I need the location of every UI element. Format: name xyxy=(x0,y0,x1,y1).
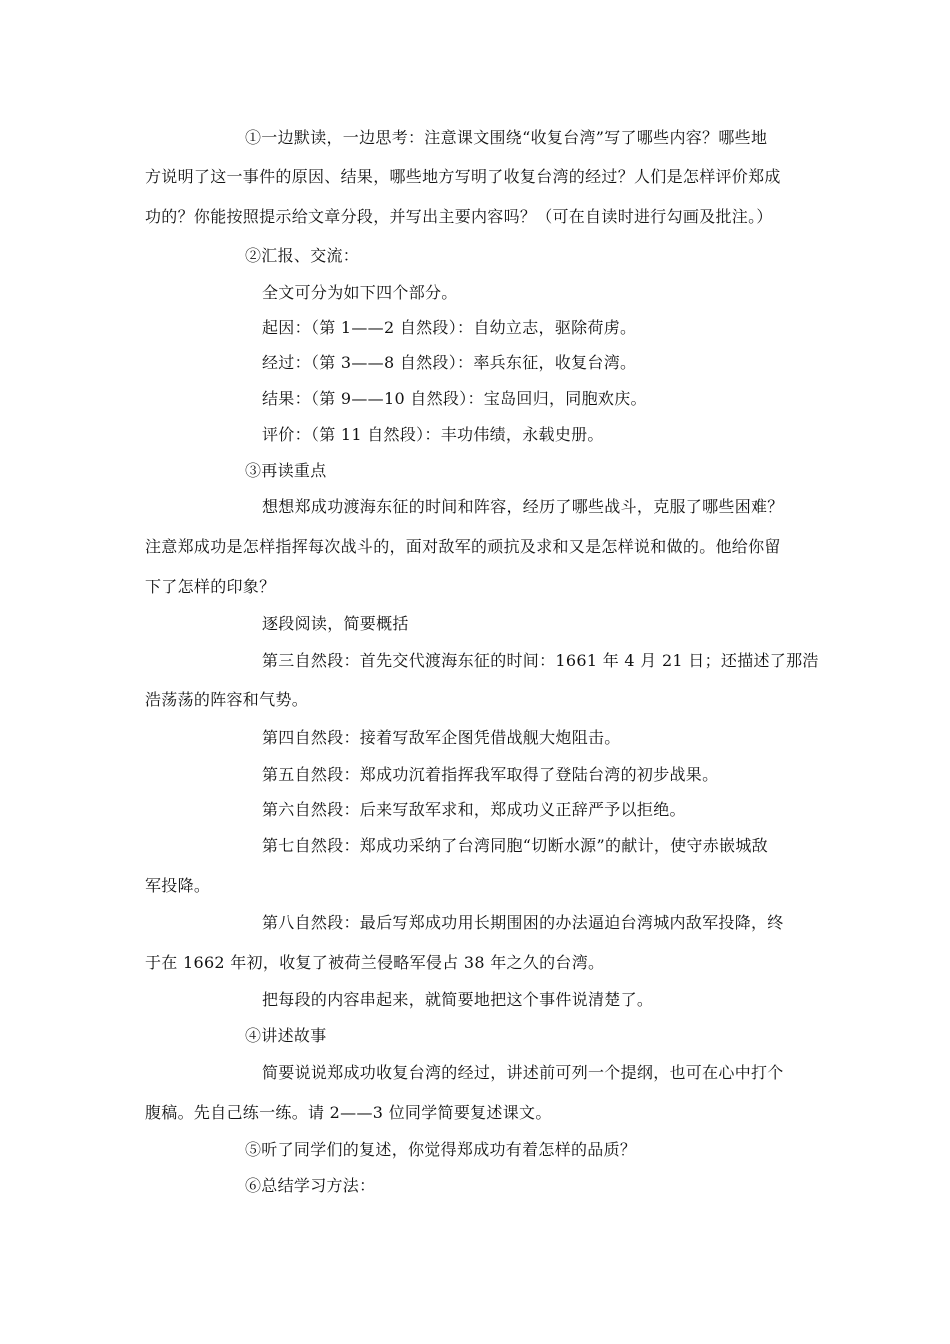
text-line: 把每段的内容串起来，就简要地把这个事件说清楚了。 xyxy=(262,990,654,1009)
text-line: 方说明了这一事件的原因、结果，哪些地方写明了收复台湾的经过？人们是怎样评价郑成 xyxy=(145,167,781,186)
text-line: 第四自然段：接着写敌军企图凭借战舰大炮阻击。 xyxy=(262,728,621,747)
text-line: 军投降。 xyxy=(145,876,211,895)
section-heading: ②汇报、交流： xyxy=(245,246,360,265)
text-line: 第七自然段：郑成功采纳了台湾同胞“切断水源”的献计，使守赤嵌城敌 xyxy=(262,836,768,855)
text-line: 第六自然段：后来写敌军求和，郑成功义正辞严予以拒绝。 xyxy=(262,800,686,819)
section-heading: ⑤听了同学们的复述，你觉得郑成功有着怎样的品质？ xyxy=(245,1140,637,1159)
text-line: 第五自然段：郑成功沉着指挥我军取得了登陆台湾的初步战果。 xyxy=(262,765,719,784)
text-line: 浩荡荡的阵容和气势。 xyxy=(145,690,309,709)
text-line: 逐段阅读，简要概括 xyxy=(262,614,409,633)
text-line: 下了怎样的印象？ xyxy=(145,577,276,596)
section-heading: ③再读重点 xyxy=(245,461,327,480)
text-line: 腹稿。先自己练一练。请 2——3 位同学简要复述课文。 xyxy=(145,1103,552,1122)
text-line: 起因：（第 1——2 自然段）：自幼立志，驱除荷虏。 xyxy=(262,318,637,337)
text-line: 结果：（第 9——10 自然段）：宝岛回归，同胞欢庆。 xyxy=(262,389,647,408)
text-line: 功的？你能按照提示给文章分段，并写出主要内容吗？（可在自读时进行勾画及批注。） xyxy=(145,207,773,226)
text-line: 全文可分为如下四个部分。 xyxy=(262,283,458,302)
section-heading: ④讲述故事 xyxy=(245,1026,327,1045)
text-line: 经过：（第 3——8 自然段）：率兵东征，收复台湾。 xyxy=(262,353,637,372)
text-line: 第三自然段：首先交代渡海东征的时间：1661 年 4 月 21 日；还描述了那浩 xyxy=(262,651,819,670)
text-line: 注意郑成功是怎样指挥每次战斗的，面对敌军的顽抗及求和又是怎样说和做的。他给你留 xyxy=(145,537,781,556)
text-line: 简要说说郑成功收复台湾的经过，讲述前可列一个提纲，也可在心中打个 xyxy=(262,1063,784,1082)
text-line: 评价：（第 11 自然段）：丰功伟绩，永载史册。 xyxy=(262,425,604,444)
text-line: ①一边默读，一边思考：注意课文围绕“收复台湾”写了哪些内容？哪些地 xyxy=(245,128,768,147)
text-line: 于在 1662 年初，收复了被荷兰侵略军侵占 38 年之久的台湾。 xyxy=(145,953,605,972)
section-heading: ⑥总结学习方法： xyxy=(245,1176,376,1195)
text-line: 第八自然段：最后写郑成功用长期围困的办法逼迫台湾城内敌军投降，终 xyxy=(262,913,784,932)
text-line: 想想郑成功渡海东征的时间和阵容，经历了哪些战斗，克服了哪些困难？ xyxy=(262,497,784,516)
